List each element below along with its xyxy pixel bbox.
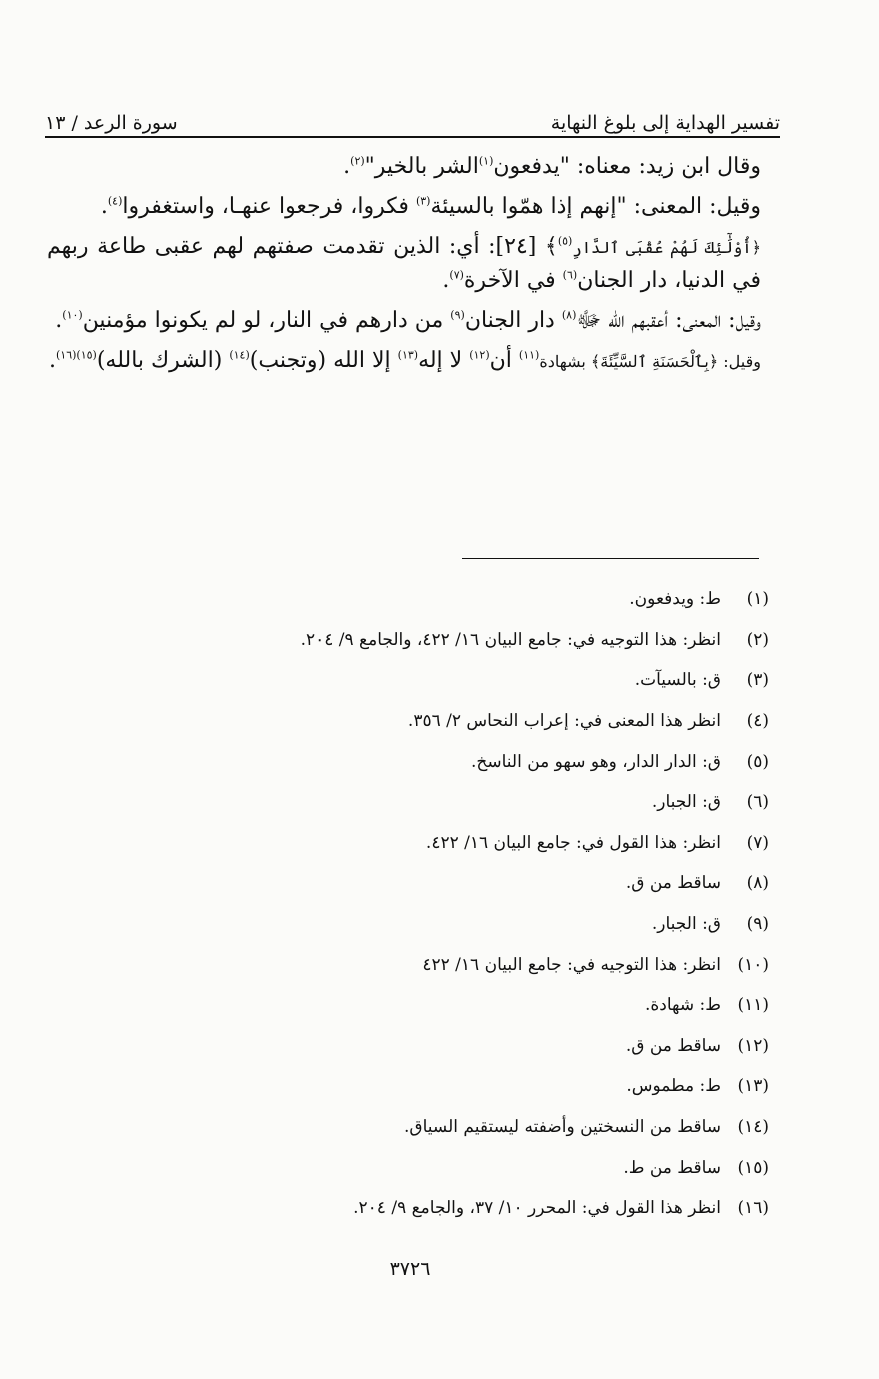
footnote-text: انظر هذا القول في: المحرر ١٠/ ٣٧، والجامع ٩/ ٢٠٤. [353, 1198, 721, 1219]
footnote-number: (٩) [746, 914, 769, 935]
text-run: . [100, 194, 108, 220]
text-run: لا إله [418, 348, 470, 374]
paragraph-1 [47, 150, 761, 184]
footnote [169, 620, 769, 661]
footnote [169, 863, 769, 904]
footnote [169, 782, 769, 823]
text-run: وقيل: المعنى: أعقبهم الله ﷻ [576, 308, 761, 334]
footnote-text: ق: بالسيآت. [634, 670, 721, 691]
footnote [169, 985, 769, 1026]
footnote-ref: (٦) [562, 268, 578, 282]
footnote [169, 660, 769, 701]
paragraph-5 [47, 344, 761, 378]
text-run: في الآخرة [463, 268, 563, 294]
text-run: . [55, 308, 63, 334]
footnote-text: ق: الدار الدار، وهو سهو من الناسخ. [470, 751, 721, 772]
footnote-number: (١١) [737, 995, 769, 1016]
footnote-text: ط: شهادة. [645, 995, 721, 1016]
footnote-number: (١٠) [737, 954, 769, 975]
footnote-text: ساقط من ق. [625, 1035, 721, 1056]
footnote-ref: (١٣) [397, 349, 419, 363]
footnote-text: ط: ويدفعون. [629, 589, 721, 610]
footnote-ref: (١٥)(١٦) [56, 349, 97, 363]
footnote-number: (٨) [746, 873, 769, 894]
footnote [169, 741, 769, 782]
text-run: من دارهم في النار، لو لم يكونوا مؤمنين [82, 308, 451, 334]
text-run: أن [489, 348, 519, 374]
footnote-number: (١٣) [737, 1076, 769, 1097]
footnote-text: انظر: هذا التوجيه في: جامع البيان ١٦/ ٤٢٢، والجامع ٩/ ٢٠٤. [300, 629, 721, 650]
text-run: الشر بالخير" [364, 154, 479, 179]
quran-verse: ﴿أُوْلَٰٓئِكَ لَهُمْ عُقْبَى ٱلدَّارِ [572, 238, 762, 258]
footnote-separator [462, 558, 759, 559]
header-rule [45, 136, 780, 138]
footnote-number: (١٢) [737, 1035, 769, 1056]
text-run: وقيل: المعنى: "إنهم إذا همّوا بالسيئة [430, 194, 761, 220]
footnote [169, 1188, 769, 1229]
footnote-ref: (٤) [107, 194, 123, 208]
footnote-text: انظر: هذا التوجيه في: جامع البيان ١٦/ ٤٢٢ [422, 954, 721, 975]
footnote-number: (٦) [746, 792, 769, 813]
footnote [169, 1026, 769, 1067]
footnote-number: (٧) [746, 832, 769, 853]
footnote [169, 1107, 769, 1148]
footnote-number: (٥) [746, 751, 769, 772]
footnote-ref: (٣) [415, 194, 431, 208]
footnote-text: ق: الجبار. [651, 914, 721, 935]
text-run: . [343, 154, 351, 179]
footnote-text: انظر: هذا القول في: جامع البيان ١٦/ ٤٢٢. [425, 832, 721, 853]
quran-verse: وقيل: ﴿بِٱلْحَسَنَةِ ٱلسَّيِّئَةَ﴾ بشهادة [539, 352, 761, 372]
main-text [47, 150, 761, 385]
footnote [169, 579, 769, 620]
footnote-text: ساقط من النسختين وأضفته ليستقيم السياق. [404, 1117, 721, 1138]
footnote-ref: (٧) [449, 268, 464, 282]
footnote-ref: (٢) [350, 154, 365, 168]
book-title: تفسير الهداية إلى بلوغ النهاية [550, 112, 780, 134]
footnote-number: (١٤) [737, 1117, 769, 1138]
paragraph-4 [47, 304, 761, 338]
footnote [169, 701, 769, 742]
footnote-number: (١٥) [737, 1157, 769, 1178]
footnote-text: ساقط من ق. [625, 873, 721, 894]
footnote-text: انظر هذا المعنى في: إعراب النحاس ٢/ ٣٥٦. [407, 711, 721, 732]
footnote-ref: (٥) [557, 234, 573, 248]
text-run: فكروا، فرجعوا عنهـا، واستغفروا [122, 194, 416, 220]
footnote [169, 904, 769, 945]
footnote-ref: (١٠) [62, 309, 83, 323]
footnote-number: (٤) [746, 711, 769, 732]
text-run: إلا الله (وتجنب) [249, 348, 398, 374]
footnote-ref: (١١) [518, 349, 540, 363]
text-run: . [49, 348, 56, 374]
footnote [169, 1147, 769, 1188]
footnote-ref: (١٤) [229, 349, 250, 363]
footnote-text: ط: مطموس. [626, 1076, 721, 1097]
footnote-ref: (١٢) [469, 349, 490, 363]
paragraph-2 [47, 190, 761, 224]
footnote-ref: (٩) [450, 309, 465, 323]
text-run: ﴾ [٢٤]: أي: الذين تقدمت صفتهم لهم عقبى طاعة ربهم في الدنيا، دار الجنان [47, 234, 761, 294]
text-run: دار الجنان [464, 308, 562, 334]
footnote-number: (١٦) [737, 1198, 769, 1219]
footnote-number: (٣) [746, 670, 769, 691]
footnote-number: (١) [746, 589, 769, 610]
page-number: ٣٧٢٦ [389, 1258, 431, 1280]
footnote-ref: (٨) [561, 309, 577, 323]
paragraph-3 [47, 230, 761, 298]
text-run: وقال ابن زيد: معناه: "يدفعون [493, 154, 761, 179]
footnote-text: ساقط من ط. [623, 1157, 721, 1178]
footnote-text: ق: الجبار. [651, 792, 721, 813]
surah-reference: سورة الرعد / ١٣ [45, 112, 178, 134]
footnote [169, 944, 769, 985]
footnote [169, 1066, 769, 1107]
text-run: (الشرك بالله) [96, 348, 230, 374]
footnote-number: (٢) [746, 629, 769, 650]
running-header [45, 96, 780, 134]
footnote [169, 823, 769, 864]
text-run: . [442, 268, 450, 294]
footnote-ref: (١) [478, 154, 494, 168]
footnotes [169, 579, 769, 1229]
